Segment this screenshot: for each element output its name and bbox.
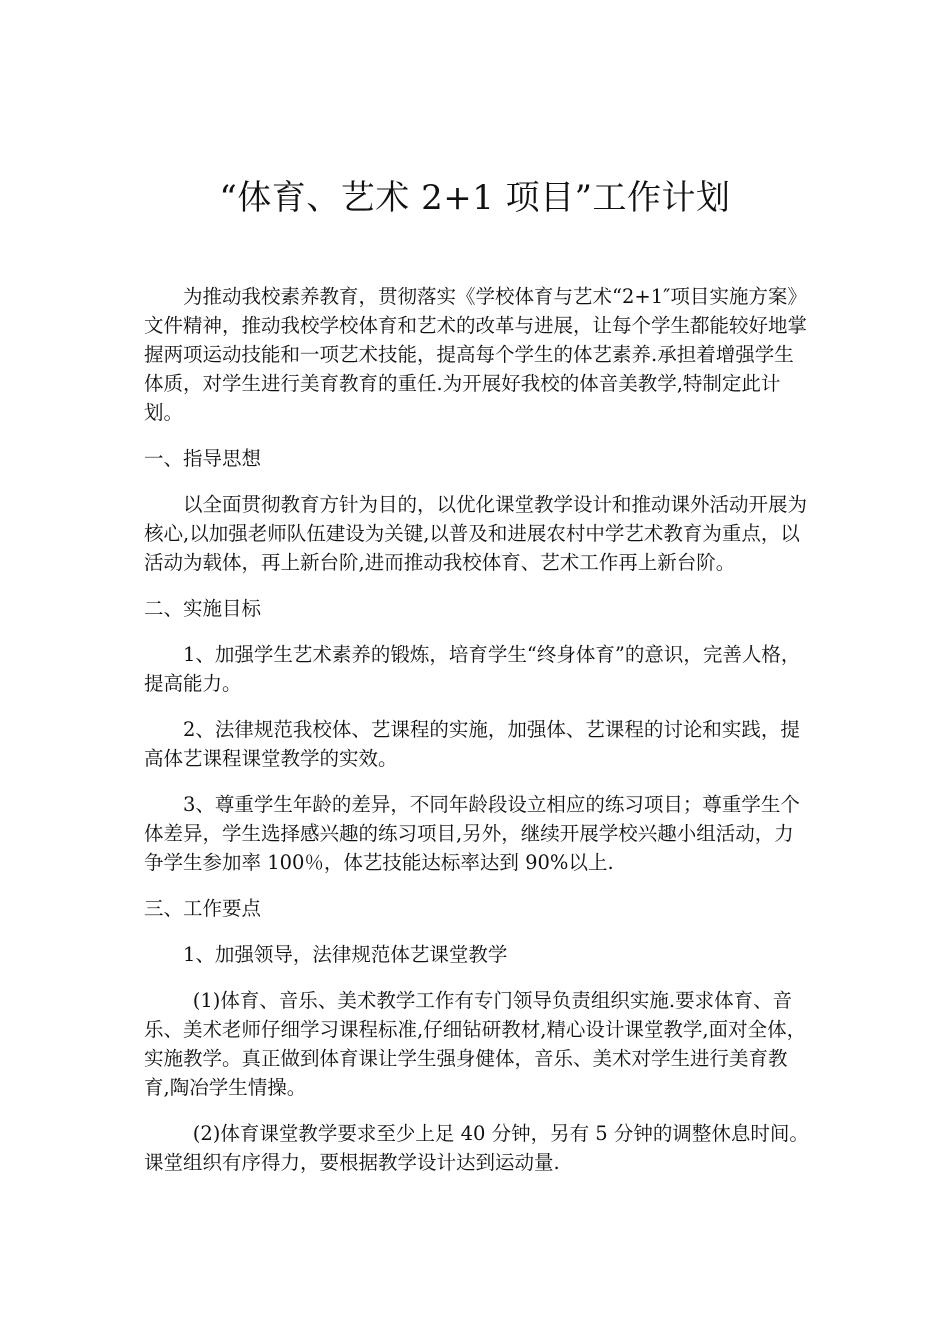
work-point-item: (2)体育课堂教学要求至少上足 40 分钟，另有 5 分钟的调整休息时间。课堂组织有序得力，要根据教学设计达到运动量.: [144, 1122, 809, 1174]
goal-item: 1、加强学生艺术素养的锻炼，培育学生“终身体育”的意识，完善人格，提高能力。: [144, 643, 801, 695]
intro-paragraph: 为推动我校素养教育，贯彻落实《学校体育与艺术“2+1″项目实施方案》文件精神，推动我校学校体育和艺术的改革与进展，让每个学生都能较好地掌握两项运动技能和一项艺术技能，提高每个学生的体艺素养.承担着增强学生体质，对学生进行美育教育的重任.为开展好我校的体音美教学,特制定此计划。: [144, 285, 808, 424]
goal-item: 3、尊重学生年龄的差异，不同年龄段设立相应的练习项目；尊重学生个体差异，学生选择感兴趣的练习项目,另外，继续开展学校兴趣小组活动，力争学生参加率 100％，体艺技能达标率达到 90%以上.: [144, 793, 800, 874]
section-heading-work-points: 三、工作要点: [144, 897, 262, 920]
work-point-item: (1)体育、音乐、美术教学工作有专门领导负责组织实施.要求体育、音乐、美术老师仔细学习课程标准,仔细钻研教材,精心设计课堂教学,面对全体，实施教学。真正做到体育课让学生强身健体，音乐、美术对学生进行美育教育,陶冶学生情操。: [144, 989, 807, 1099]
document-title: “体育、艺术 2+1 项目”工作计划: [219, 178, 731, 218]
document-body: [144, 282, 812, 1194]
goal-item: 2、法律规范我校体、艺课程的实施，加强体、艺课程的讨论和实践，提高体艺课程课堂教学的实效。: [144, 718, 800, 770]
guiding-thought-paragraph: 以全面贯彻教育方针为目的，以优化课堂教学设计和推动课外活动开展为核心,以加强老师队伍建设为关键,以普及和进展农村中学艺术教育为重点，以活动为载体，再上新台阶,进而推动我校体育、艺术工作再上新台阶。: [144, 493, 808, 574]
work-point-subheading: 1、加强领导，法律规范体艺课堂教学: [183, 943, 508, 966]
section-heading-guiding-thought: 一、指导思想: [144, 447, 262, 470]
section-heading-goals: 二、实施目标: [144, 597, 262, 620]
